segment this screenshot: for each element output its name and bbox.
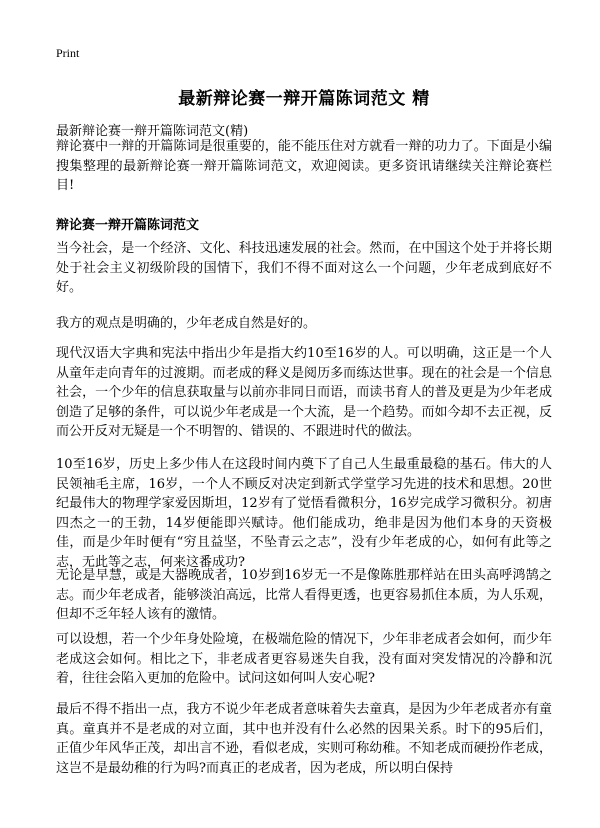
document-subtitle: 最新辩论赛一辩开篇陈词范文(精) xyxy=(56,124,249,139)
body-paragraph: 现代汉语大字典和宪法中指出少年是指大约10至16岁的人。可以明确，这正是一个人从童年走向青年的过渡期。而老成的释义是阅历多而练达世事。现在的社会是一个信息社会，一个少年的信息获取量与以前亦非同日而语，而读书育人的普及更是为少年老成创造了足够的条件，可以说少年老成是一个大流，是一个趋势。而如今却不去正视，反而公开反对无疑是一个不明智的、错误的、不跟进时代的做法。 xyxy=(56,346,552,439)
print-link[interactable]: Print xyxy=(56,46,80,60)
section-heading: 辩论赛一辩开篇陈词范文 xyxy=(56,218,200,233)
body-paragraph: 可以设想，若一个少年身处险境，在极端危险的情况下，少年非老成者会如何，而少年老成这会如何。相比之下，非老成者更容易迷失自我，没有面对突发情况的冷静和沉着，往往会陷入更加的危险中。试问这如何叫人安心呢? xyxy=(56,632,552,686)
body-paragraph: 最后不得不指出一点，我方不说少年老成者意味着失去童真，是因为少年老成者亦有童真。童真并不是老成的对立面，其中也并没有什么必然的因果关系。时下的95后们，正值少年风华正茂，却出言不逊，看似老成，实则可称幼稚。不知老成而硬扮作老成，这岂不是最幼稚的行为吗?而真正的老成者，因为老成，所以明白保持 xyxy=(56,702,552,776)
body-paragraph: 当今社会，是一个经济、文化、科技迅速发展的社会。然而，在中国这个处于并将长期处于社会主义初级阶段的国情下，我们不得不面对这么一个问题，少年老成到底好不好。 xyxy=(56,241,552,295)
body-paragraph: 10至16岁，历史上多少伟人在这段时间内奠下了自己人生最重最稳的基石。伟大的人民领袖毛主席，16岁，一个人不顾反对决定到新式学堂学习先进的技术和思想。20世纪最伟大的物理学家爱因斯坦，12岁有了觉悟看微积分，16岁完成学习微积分。初唐四杰之一的王勃，14岁便能即兴赋诗。他们能成功，绝非是因为他们本身的天资极佳，而是少年时便有“穷且益坚，不坠青云之志”，没有少年老成的心，如何有此等之志，无此等之志，何来这番成功? xyxy=(56,457,552,570)
body-paragraph: 无论是早慧，或是大器晚成者，10岁到16岁无一不是像陈胜那样站在田头高呼鸿鹄之志。而少年老成者，能够淡泊高远，比常人看得更透，也更容易抓住本质，为人乐观，但却不乏年轻人该有的激情。 xyxy=(56,568,552,622)
body-paragraph: 我方的观点是明确的，少年老成自然是好的。 xyxy=(56,316,317,331)
document-title: 最新辩论赛一辩开篇陈词范文 精 xyxy=(178,89,430,109)
intro-paragraph: 辩论赛中一辩的开篇陈词是很重要的，能不能压住对方就看一辩的功力了。下面是小编搜集整理的最新辩论赛一辩开篇陈词范文，欢迎阅读。更多资讯请继续关注辩论赛栏目! xyxy=(56,139,552,193)
